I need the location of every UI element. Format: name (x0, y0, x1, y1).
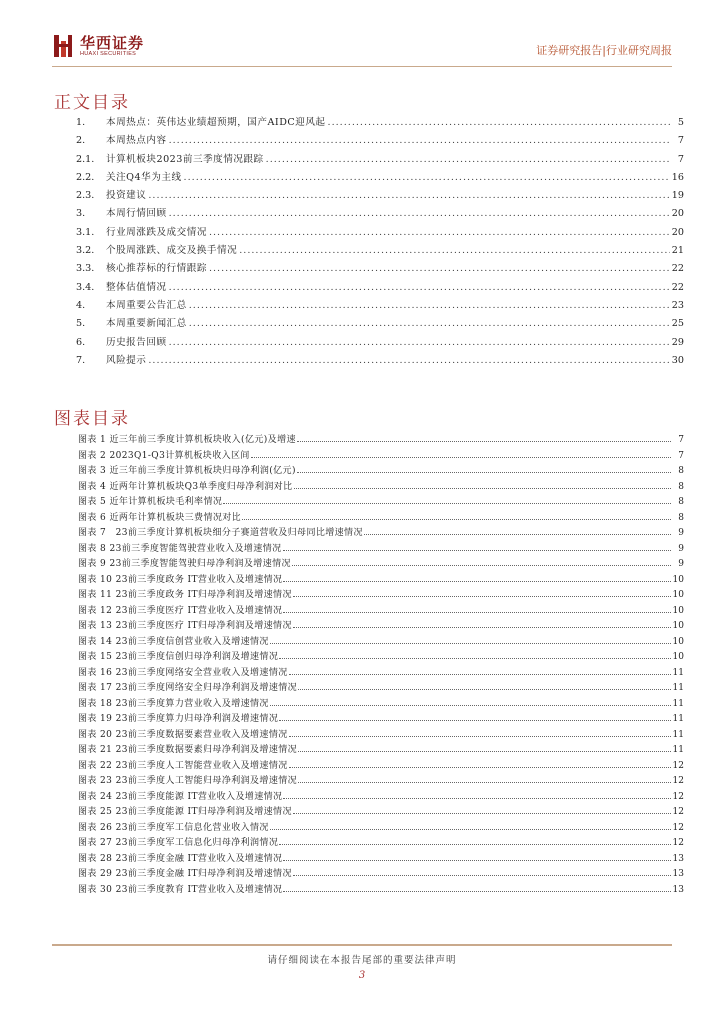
dot-leader (289, 666, 671, 675)
toc-entry[interactable] (76, 151, 684, 169)
dot-leader (283, 790, 671, 799)
toc-entry[interactable] (76, 114, 684, 132)
figure-entry-label[interactable]: 图表 4 近两年计算机板块Q3单季度归母净利润对比 (78, 481, 293, 492)
figure-entry-label[interactable]: 图表 6 近两年计算机板块三费情况对比 (78, 512, 242, 523)
company-logo (52, 33, 144, 59)
toc-entry-number: 2.1. (76, 153, 95, 165)
figure-entry-page: 12 (672, 760, 684, 771)
figure-entry-page: 13 (672, 884, 684, 895)
toc-entry-page: 19 (671, 190, 684, 202)
huaxi-logo-icon (52, 33, 74, 59)
dot-leader (148, 190, 669, 201)
dot-leader (189, 300, 670, 311)
toc-entry-label[interactable]: 本周热点内容 (106, 135, 167, 147)
toc-entry-number: 1. (76, 117, 86, 128)
toc-entry-label[interactable]: 投资建议 (106, 190, 147, 202)
dot-leader (283, 852, 671, 861)
figure-entry-page: 10 (672, 605, 684, 616)
dot-leader (283, 604, 671, 613)
dot-leader (242, 511, 671, 520)
figure-entry-page: 10 (672, 590, 684, 600)
legal-notice: 请仔细阅读在本报告尾部的重要法律声明 (267, 955, 457, 966)
figure-entry-label[interactable]: 图表 8 23前三季度智能驾驶营业收入及增速情况 (78, 543, 282, 554)
figure-entry-page: 13 (672, 853, 684, 864)
toc-entry-number: 3. (76, 208, 86, 220)
figure-entry-label[interactable]: 图表 12 23前三季度医疗 IT营业收入及增速情况 (78, 605, 283, 616)
figure-entry-page: 9 (678, 543, 684, 554)
dot-leader (293, 867, 671, 876)
figure-entry[interactable] (78, 541, 684, 557)
dot-leader (266, 154, 670, 165)
toc-entry-page: 7 (677, 135, 684, 147)
figure-entry[interactable] (78, 510, 684, 526)
toc-entry-number: 3.2. (76, 245, 95, 257)
figure-entry-page: 8 (678, 512, 684, 523)
header-divider (52, 66, 672, 67)
figure-entry-page: 8 (678, 497, 684, 507)
toc-entry-page: 16 (671, 171, 684, 183)
figure-entry[interactable] (78, 525, 684, 541)
dot-leader (169, 282, 670, 293)
figure-entry[interactable] (78, 587, 684, 603)
toc-entry-label[interactable]: 本周行情回顾 (106, 208, 167, 220)
figure-entry-page: 12 (672, 776, 684, 786)
figure-entry-label[interactable]: 图表 2 2023Q1-Q3计算机板块收入区间 (78, 450, 250, 461)
figure-entry-page: 8 (678, 481, 684, 492)
toc-entry[interactable] (76, 242, 684, 260)
toc-entry[interactable] (76, 205, 684, 223)
figure-entry-label[interactable]: 图表 26 23前三季度军工信息化营业收入情况 (78, 822, 269, 833)
toc-entry-label[interactable]: 个股周涨跌、成交及换手情况 (106, 245, 238, 257)
page-number: 3 (358, 970, 366, 981)
dot-leader (328, 117, 670, 128)
figure-entry-label[interactable]: 图表 23 23前三季度人工智能归母净利润及增速情况 (78, 776, 298, 786)
toc-entry[interactable] (76, 352, 684, 370)
figure-entry[interactable] (78, 711, 684, 727)
figure-entry-label[interactable]: 图表 21 23前三季度数据要素归母净利润及增速情况 (78, 745, 298, 755)
figure-entry[interactable] (78, 851, 684, 867)
figure-entry-label[interactable]: 图表 9 23前三季度智能驾驶归母净利润及增速情况 (78, 559, 291, 569)
report-type-label: 证券研究报告|行业研究周报 (536, 44, 672, 57)
toc-entry-page: 22 (671, 263, 684, 275)
dot-leader (270, 821, 671, 830)
logo-en-text: HUAXI SECURITIES (80, 50, 137, 57)
toc-entry-page: 22 (671, 281, 684, 293)
figure-entry-label[interactable]: 图表 7 23前三季度计算机板块细分子赛道营收及归母同比增速情况 (78, 528, 363, 538)
figure-entry[interactable] (78, 572, 684, 588)
page-header (0, 0, 724, 70)
dot-leader (298, 743, 671, 752)
dot-leader (283, 883, 671, 892)
figure-entry-page: 12 (672, 838, 684, 848)
figure-entry-page: 11 (672, 729, 684, 740)
dot-leader (184, 172, 670, 183)
figure-entry[interactable] (78, 479, 684, 495)
figure-entry[interactable] (78, 634, 684, 650)
dot-leader (169, 337, 670, 348)
figure-entry-label[interactable]: 图表 24 23前三季度能源 IT营业收入及增速情况 (78, 791, 283, 802)
figure-entry-label[interactable]: 图表 13 23前三季度医疗 IT归母净利润及增速情况 (78, 621, 292, 631)
dot-leader (169, 208, 670, 219)
dot-leader (209, 263, 670, 274)
dot-leader (283, 542, 671, 551)
toc-entry-number: 4. (76, 299, 86, 311)
toc-entry[interactable] (76, 279, 684, 297)
dot-leader (298, 681, 671, 690)
toc-entry-page: 30 (671, 354, 684, 366)
toc-entry-number: 7. (76, 354, 86, 366)
toc-entry-page: 23 (671, 299, 684, 311)
dot-leader (148, 355, 669, 366)
figure-entry[interactable] (78, 696, 684, 712)
figure-entry[interactable] (78, 789, 684, 805)
figure-entry-label[interactable]: 图表 25 23前三季度能源 IT归母净利润及增速情况 (78, 807, 292, 817)
toc-entry-label[interactable]: 历史报告回顾 (106, 336, 167, 348)
toc-entry-number: 2. (76, 135, 86, 147)
figure-entry[interactable] (78, 463, 684, 479)
dot-leader (293, 619, 671, 628)
figure-entry-label[interactable]: 图表 27 23前三季度军工信息化归母净利润情况 (78, 838, 279, 848)
figure-entry-page: 10 (672, 652, 684, 662)
dot-leader (169, 135, 670, 146)
footer-divider (52, 944, 672, 946)
toc-entry-page: 5 (677, 117, 684, 128)
figure-entry[interactable] (78, 556, 684, 572)
figure-entry-page: 11 (672, 745, 684, 755)
figure-entry[interactable] (78, 603, 684, 619)
figure-entry[interactable] (78, 742, 684, 758)
dot-leader (297, 464, 671, 473)
toc-entry[interactable] (76, 260, 684, 278)
dot-leader (289, 728, 671, 737)
toc-entry[interactable] (76, 334, 684, 352)
figure-entry[interactable] (78, 758, 684, 774)
dot-leader (298, 774, 671, 783)
figure-entry[interactable] (78, 820, 684, 836)
figure-entry-page: 10 (672, 574, 684, 585)
toc-entry-number: 2.3. (76, 190, 95, 202)
figure-entry[interactable] (78, 432, 684, 448)
figure-entry-page: 9 (678, 528, 684, 538)
figure-entry-page: 10 (672, 621, 684, 631)
figure-entry-page: 13 (672, 869, 684, 879)
figure-entry-label[interactable]: 图表 1 近三年前三季度计算机板块收入(亿元)及增速 (78, 435, 296, 445)
toc-entry[interactable] (76, 132, 684, 150)
figure-entry[interactable] (78, 866, 684, 882)
figure-entry-label[interactable]: 图表 18 23前三季度算力营业收入及增速情况 (78, 698, 269, 709)
dot-leader (292, 557, 671, 566)
toc-entry-label[interactable]: 核心推荐标的行情跟踪 (106, 263, 207, 275)
dot-leader (297, 433, 671, 442)
dot-leader (283, 573, 671, 582)
dot-leader (293, 588, 671, 597)
dot-leader (223, 495, 671, 504)
dot-leader (270, 635, 671, 644)
toc-entry-label[interactable]: 整体估值情况 (106, 281, 167, 293)
toc-entry-label[interactable]: 本周重要公告汇总 (106, 299, 187, 311)
figure-entry[interactable] (78, 494, 684, 510)
figure-entry-page: 8 (678, 466, 684, 476)
figure-entry[interactable] (78, 665, 684, 681)
toc-entry[interactable] (76, 169, 684, 187)
toc-entry-number: 3.1. (76, 226, 95, 238)
dot-leader (189, 318, 670, 329)
toc-entry-page: 20 (671, 208, 684, 220)
dot-leader (270, 697, 671, 706)
toc-entry-page: 29 (671, 336, 684, 348)
figure-entry-label[interactable]: 图表 10 23前三季度政务 IT营业收入及增速情况 (78, 574, 283, 585)
toc-entry-number: 2.2. (76, 171, 95, 183)
dot-leader (279, 712, 671, 721)
figure-entry[interactable] (78, 882, 684, 898)
figure-entry-page: 7 (678, 435, 684, 445)
toc-entry-label[interactable]: 计算机板块2023前三季度情况跟踪 (106, 153, 264, 165)
figure-entry[interactable] (78, 680, 684, 696)
figure-entry-label[interactable]: 图表 14 23前三季度信创营业收入及增速情况 (78, 636, 269, 647)
toc-entry-page: 20 (671, 226, 684, 238)
figure-entry[interactable] (78, 804, 684, 820)
figure-entry-label[interactable]: 图表 29 23前三季度金融 IT归母净利润及增速情况 (78, 869, 292, 879)
dot-leader (251, 449, 671, 458)
dot-leader (279, 650, 671, 659)
dot-leader (209, 227, 670, 238)
toc-entry-page: 7 (677, 153, 684, 165)
toc-entry-page: 21 (671, 245, 684, 257)
figure-entry-label[interactable]: 图表 17 23前三季度网络安全归母净利润及增速情况 (78, 683, 298, 693)
toc-entry-page: 25 (671, 318, 684, 330)
logo-cn-text: 华西证券 (80, 33, 145, 52)
toc-entry-number: 3.4. (76, 281, 95, 293)
figure-entry-page: 7 (678, 450, 684, 461)
toc-entry-label[interactable]: 本周重要新闻汇总 (106, 318, 187, 330)
figure-entry-page: 12 (672, 791, 684, 802)
figure-entry-label[interactable]: 图表 20 23前三季度数据要素营业收入及增速情况 (78, 729, 288, 740)
figure-entry-page: 10 (672, 636, 684, 647)
figure-entry[interactable] (78, 773, 684, 789)
toc-entry-number: 3.3. (76, 263, 95, 275)
figure-entry-page: 9 (678, 559, 684, 569)
figure-entry-label[interactable]: 图表 16 23前三季度网络安全营业收入及增速情况 (78, 667, 288, 678)
dot-leader (279, 836, 671, 845)
figure-entry-page: 11 (672, 683, 684, 693)
toc-entry-label[interactable]: 本周热点：英伟达业绩超预期，国产AIDC迎风起 (106, 117, 326, 128)
toc-entry-number: 5. (76, 318, 86, 330)
dot-leader (289, 759, 671, 768)
figure-list (78, 432, 684, 897)
toc-entry-number: 6. (76, 336, 86, 348)
figure-entry[interactable] (78, 649, 684, 665)
toc-entry[interactable] (76, 187, 684, 205)
figure-entry-label[interactable]: 图表 22 23前三季度人工智能营业收入及增速情况 (78, 760, 288, 771)
toc-entry-label[interactable]: 风险提示 (106, 354, 147, 366)
figure-entry-page: 11 (672, 714, 684, 724)
figure-entry-label[interactable]: 图表 30 23前三季度教育 IT营业收入及增速情况 (78, 884, 283, 895)
figure-entry[interactable] (78, 448, 684, 464)
dot-leader (294, 480, 671, 489)
figure-entry-label[interactable]: 图表 19 23前三季度算力归母净利润及增速情况 (78, 714, 279, 724)
dot-leader (364, 526, 671, 535)
toc-entry[interactable] (76, 224, 684, 242)
figure-entry-label[interactable]: 图表 15 23前三季度信创归母净利润及增速情况 (78, 652, 279, 662)
toc-title: 正文目录 (54, 93, 130, 113)
figure-entry-label[interactable]: 图表 3 近三年前三季度计算机板块归母净利润(亿元) (78, 466, 296, 476)
figure-entry-page: 12 (672, 807, 684, 817)
toc-list (76, 114, 684, 370)
dot-leader (293, 805, 671, 814)
figure-entry[interactable] (78, 835, 684, 851)
figure-entry-label[interactable]: 图表 5 近年计算机板块毛利率情况 (78, 497, 223, 507)
figure-entry[interactable] (78, 727, 684, 743)
figure-entry-page: 12 (672, 822, 684, 833)
figure-entry-label[interactable]: 图表 28 23前三季度金融 IT营业收入及增速情况 (78, 853, 283, 864)
figure-entry-label[interactable]: 图表 11 23前三季度政务 IT归母净利润及增速情况 (78, 590, 292, 600)
toc-entry[interactable] (76, 297, 684, 315)
toc-entry-label[interactable]: 关注Q4华为主线 (106, 171, 182, 183)
figure-list-title: 图表目录 (54, 409, 130, 429)
figure-entry[interactable] (78, 618, 684, 634)
toc-entry-label[interactable]: 行业周涨跌及成交情况 (106, 226, 207, 238)
figure-entry-page: 11 (672, 698, 684, 709)
figure-entry-page: 11 (672, 667, 684, 678)
toc-entry[interactable] (76, 315, 684, 333)
dot-leader (239, 245, 670, 256)
